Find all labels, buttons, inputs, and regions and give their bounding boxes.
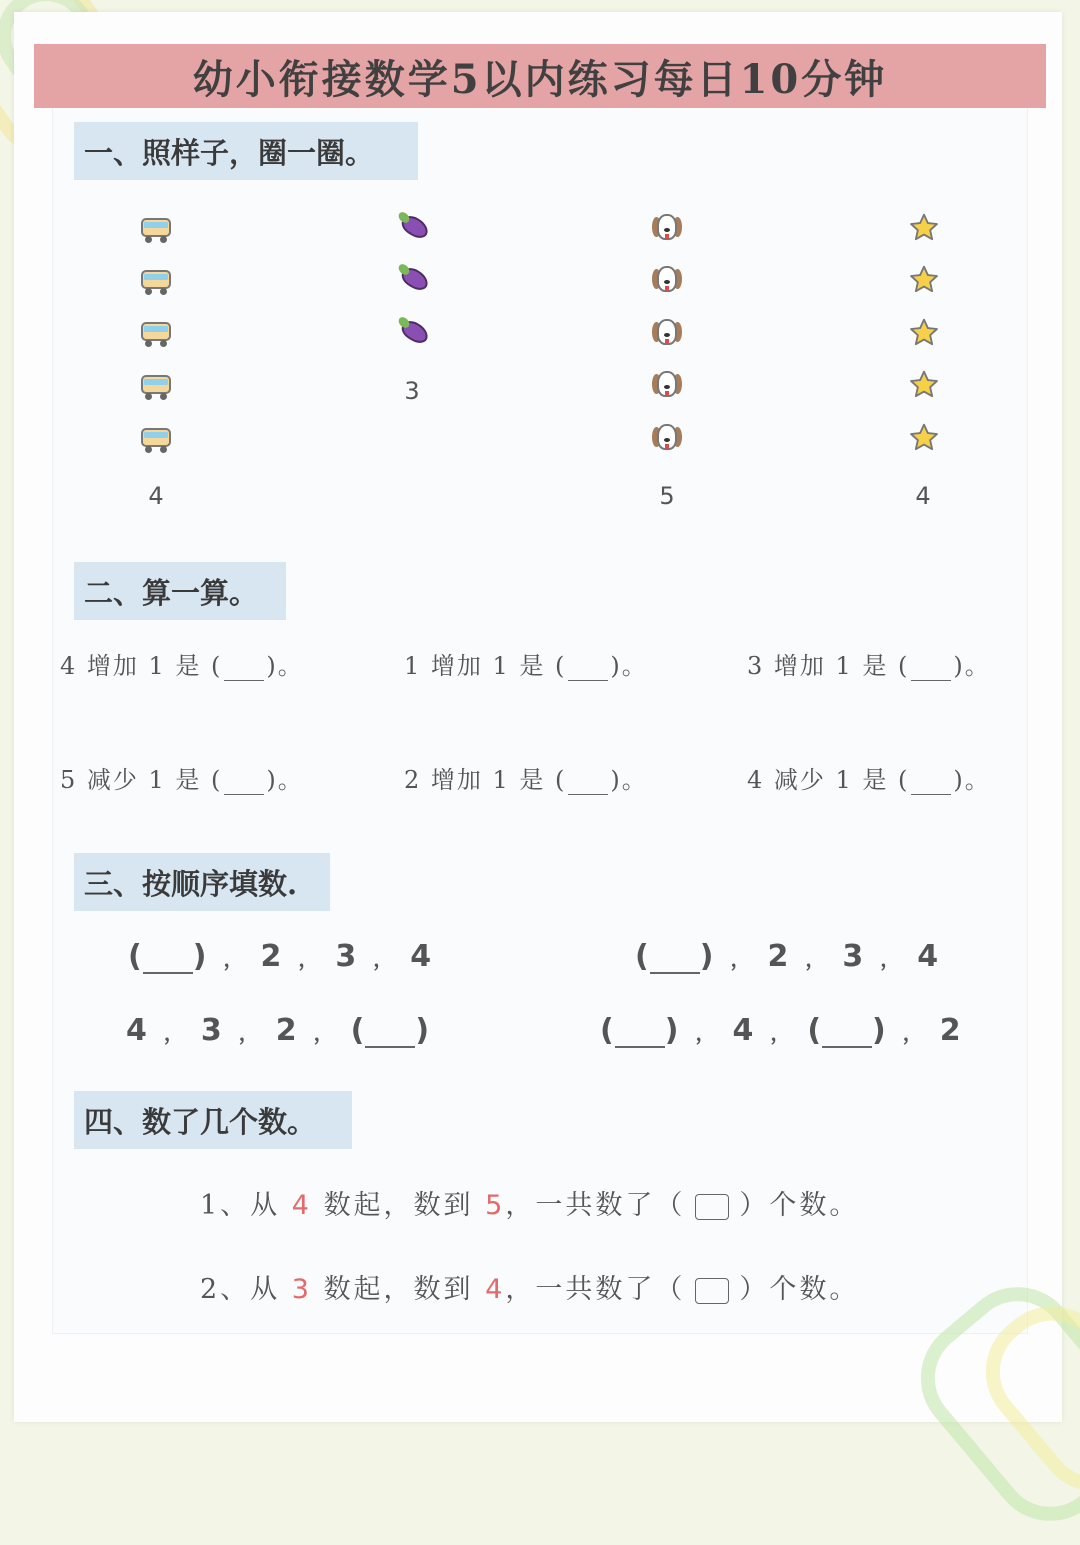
count-label: 3 bbox=[404, 377, 420, 405]
answer-blank[interactable] bbox=[615, 1010, 665, 1048]
answer-box[interactable] bbox=[695, 1278, 729, 1304]
end-number: 5 bbox=[485, 1190, 506, 1221]
answer-blank[interactable] bbox=[822, 1010, 872, 1048]
count-label: 5 bbox=[659, 482, 675, 510]
section-heading-1 bbox=[74, 122, 418, 180]
star-icon bbox=[906, 264, 940, 294]
calc-item: 5 减少 1 是 ( )。 bbox=[60, 760, 304, 795]
star-icon bbox=[906, 422, 940, 452]
eggplant-icon bbox=[395, 212, 429, 242]
title-banner bbox=[34, 44, 1046, 108]
calc-item: 3 增加 1 是 ( )。 bbox=[747, 646, 991, 681]
bus-icon bbox=[139, 214, 173, 244]
bus-icon bbox=[139, 371, 173, 401]
count-label: 4 bbox=[915, 482, 931, 510]
answer-blank[interactable] bbox=[568, 646, 608, 681]
calc-item: 4 减少 1 是 ( )。 bbox=[747, 760, 991, 795]
calc-item: 4 增加 1 是 ( )。 bbox=[60, 646, 304, 681]
section-heading-3 bbox=[74, 853, 330, 911]
answer-blank[interactable] bbox=[143, 936, 193, 974]
section-heading-text: 四、数了几个数。 bbox=[84, 1104, 317, 1139]
sequence-row: ( ) ， 2 ， 3 ， 4 bbox=[128, 936, 432, 974]
answer-blank[interactable] bbox=[650, 936, 700, 974]
eggplant-icon bbox=[395, 264, 429, 294]
eggplant-icon bbox=[395, 317, 429, 347]
section-heading-2 bbox=[74, 562, 286, 620]
sequence-row: ( ) ， 2 ， 3 ， 4 bbox=[635, 936, 939, 974]
bus-icon bbox=[139, 424, 173, 454]
start-number: 4 bbox=[291, 1190, 312, 1221]
count-label: 4 bbox=[148, 482, 164, 510]
counting-item: 2、从 3 数起，数到 4，一共数了（ ）个数。 bbox=[200, 1274, 860, 1305]
bus-icon bbox=[139, 318, 173, 348]
page-title: 幼小衔接数学5以内练习每日10分钟 bbox=[192, 55, 888, 103]
answer-blank[interactable] bbox=[224, 646, 264, 681]
answer-blank[interactable] bbox=[568, 760, 608, 795]
answer-blank[interactable] bbox=[365, 1010, 415, 1048]
answer-blank[interactable] bbox=[911, 760, 951, 795]
answer-blank[interactable] bbox=[911, 646, 951, 681]
dog-face-icon bbox=[650, 212, 684, 242]
section-heading-4 bbox=[74, 1091, 352, 1149]
start-number: 3 bbox=[291, 1274, 312, 1305]
star-icon bbox=[906, 369, 940, 399]
section-heading-text: 一、照样子，圈一圈。 bbox=[84, 135, 375, 170]
dog-face-icon bbox=[650, 369, 684, 399]
star-icon bbox=[906, 317, 940, 347]
answer-blank[interactable] bbox=[224, 760, 264, 795]
section-heading-text: 三、按顺序填数. bbox=[84, 866, 298, 901]
bus-icon bbox=[139, 266, 173, 296]
answer-box[interactable] bbox=[695, 1194, 729, 1220]
calc-item: 2 增加 1 是 ( )。 bbox=[404, 760, 648, 795]
section-heading-text: 二、算一算。 bbox=[84, 575, 259, 610]
calc-item: 1 增加 1 是 ( )。 bbox=[404, 646, 648, 681]
dog-face-icon bbox=[650, 317, 684, 347]
sequence-row: 4 ， 3 ， 2 ， ( ) bbox=[126, 1010, 430, 1048]
counting-item: 1、从 4 数起，数到 5，一共数了（ ）个数。 bbox=[200, 1190, 860, 1221]
star-icon bbox=[906, 212, 940, 242]
sequence-row: ( ) ， 4 ， ( ) ， 2 bbox=[600, 1010, 962, 1048]
dog-face-icon bbox=[650, 264, 684, 294]
end-number: 4 bbox=[485, 1274, 506, 1305]
dog-face-icon bbox=[650, 422, 684, 452]
